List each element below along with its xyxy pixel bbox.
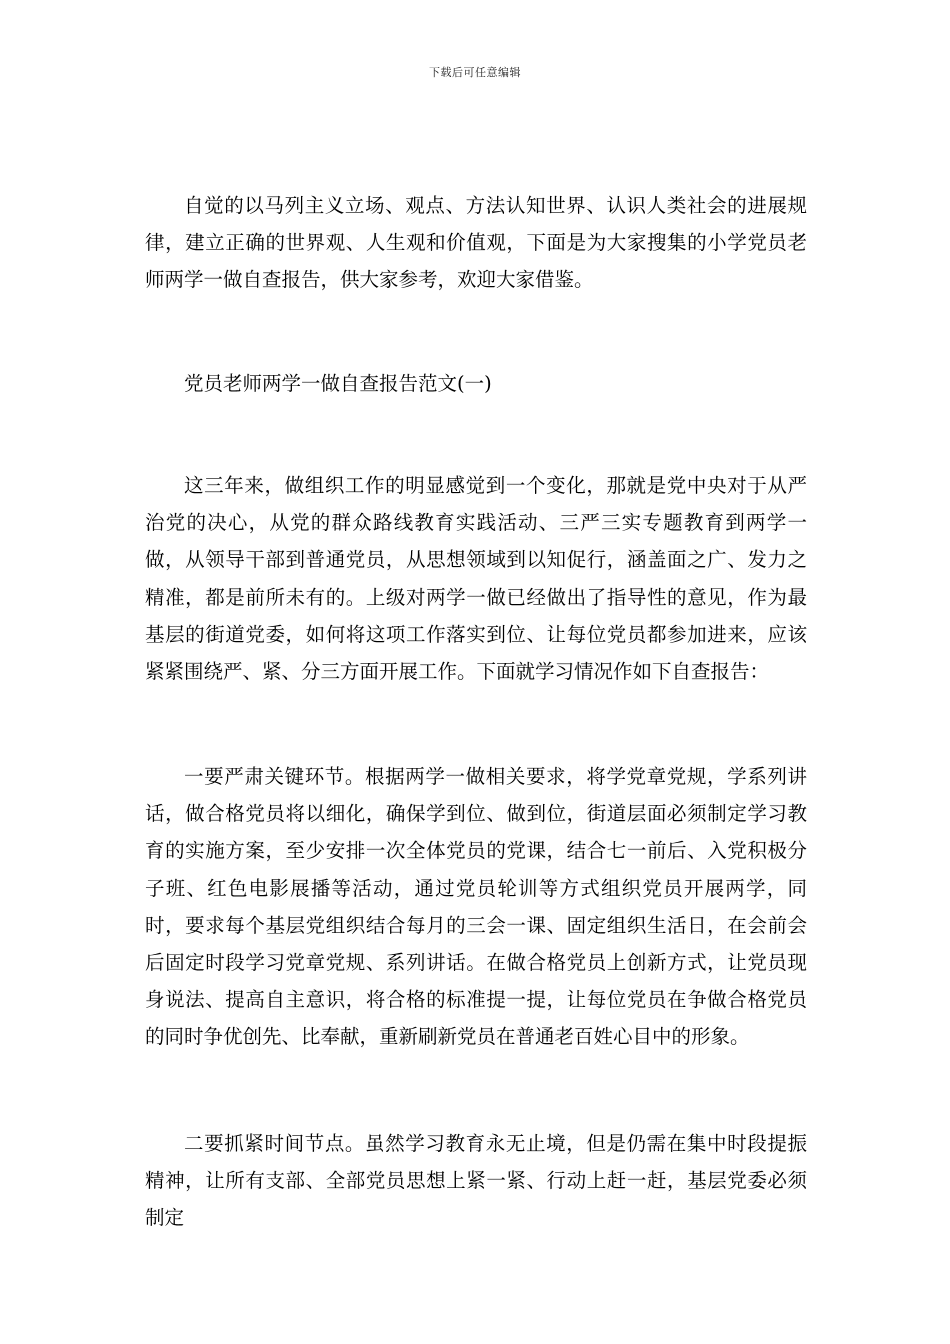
body-paragraph: 这三年来，做组织工作的明显感觉到一个变化，那就是党中央对于从严治党的决心，从党的群众路线教育实践活动、三严三实专题教育到两学一做，从领导干部到普通党员，从思想领域到以知促行，涵盖面之广、发力之精准，都是前所未有的。上级对两学一做已经做出了指导性的意见，作为最基层的街道党委，如何将这项工作落实到位、让每位党员都参加进来，应该紧紧围绕严、紧、分三方面开展工作。下面就学习情况作如下自查报告：: [145, 474, 807, 684]
body-paragraph: 二要抓紧时间节点。虽然学习教育永无止境，但是仍需在集中时段提振精神，让所有支部、全部党员思想上紧一紧、行动上赶一赶，基层党委必须制定: [145, 1132, 807, 1230]
section-title: 党员老师两学一做自查报告范文(一): [184, 372, 492, 395]
intro-paragraph: 自觉的以马列主义立场、观点、方法认知世界、认识人类社会的进展规律，建立正确的世界观、人生观和价值观，下面是为大家搜集的小学党员老师两学一做自查报告，供大家参考，欢迎大家借鉴。: [145, 194, 807, 292]
body-paragraph: 一要严肃关键环节。根据两学一做相关要求，将学党章党规，学系列讲话，做合格党员将以细化，确保学到位、做到位，街道层面必须制定学习教育的实施方案，至少安排一次全体党员的党课，结合七一前后、入党积极分子班、红色电影展播等活动，通过党员轮训等方式组织党员开展两学，同时，要求每个基层党组织结合每月的三会一课、固定组织生活日，在会前会后固定时段学习党章党规、系列讲话。在做合格党员上创新方式，让党员现身说法、提高自主意识，将合格的标准提一提，让每位党员在争做合格党员的同时争优创先、比奉献，重新刷新党员在普通老百姓心目中的形象。: [145, 765, 807, 1049]
page-header: 下载后可任意编辑: [429, 66, 521, 79]
